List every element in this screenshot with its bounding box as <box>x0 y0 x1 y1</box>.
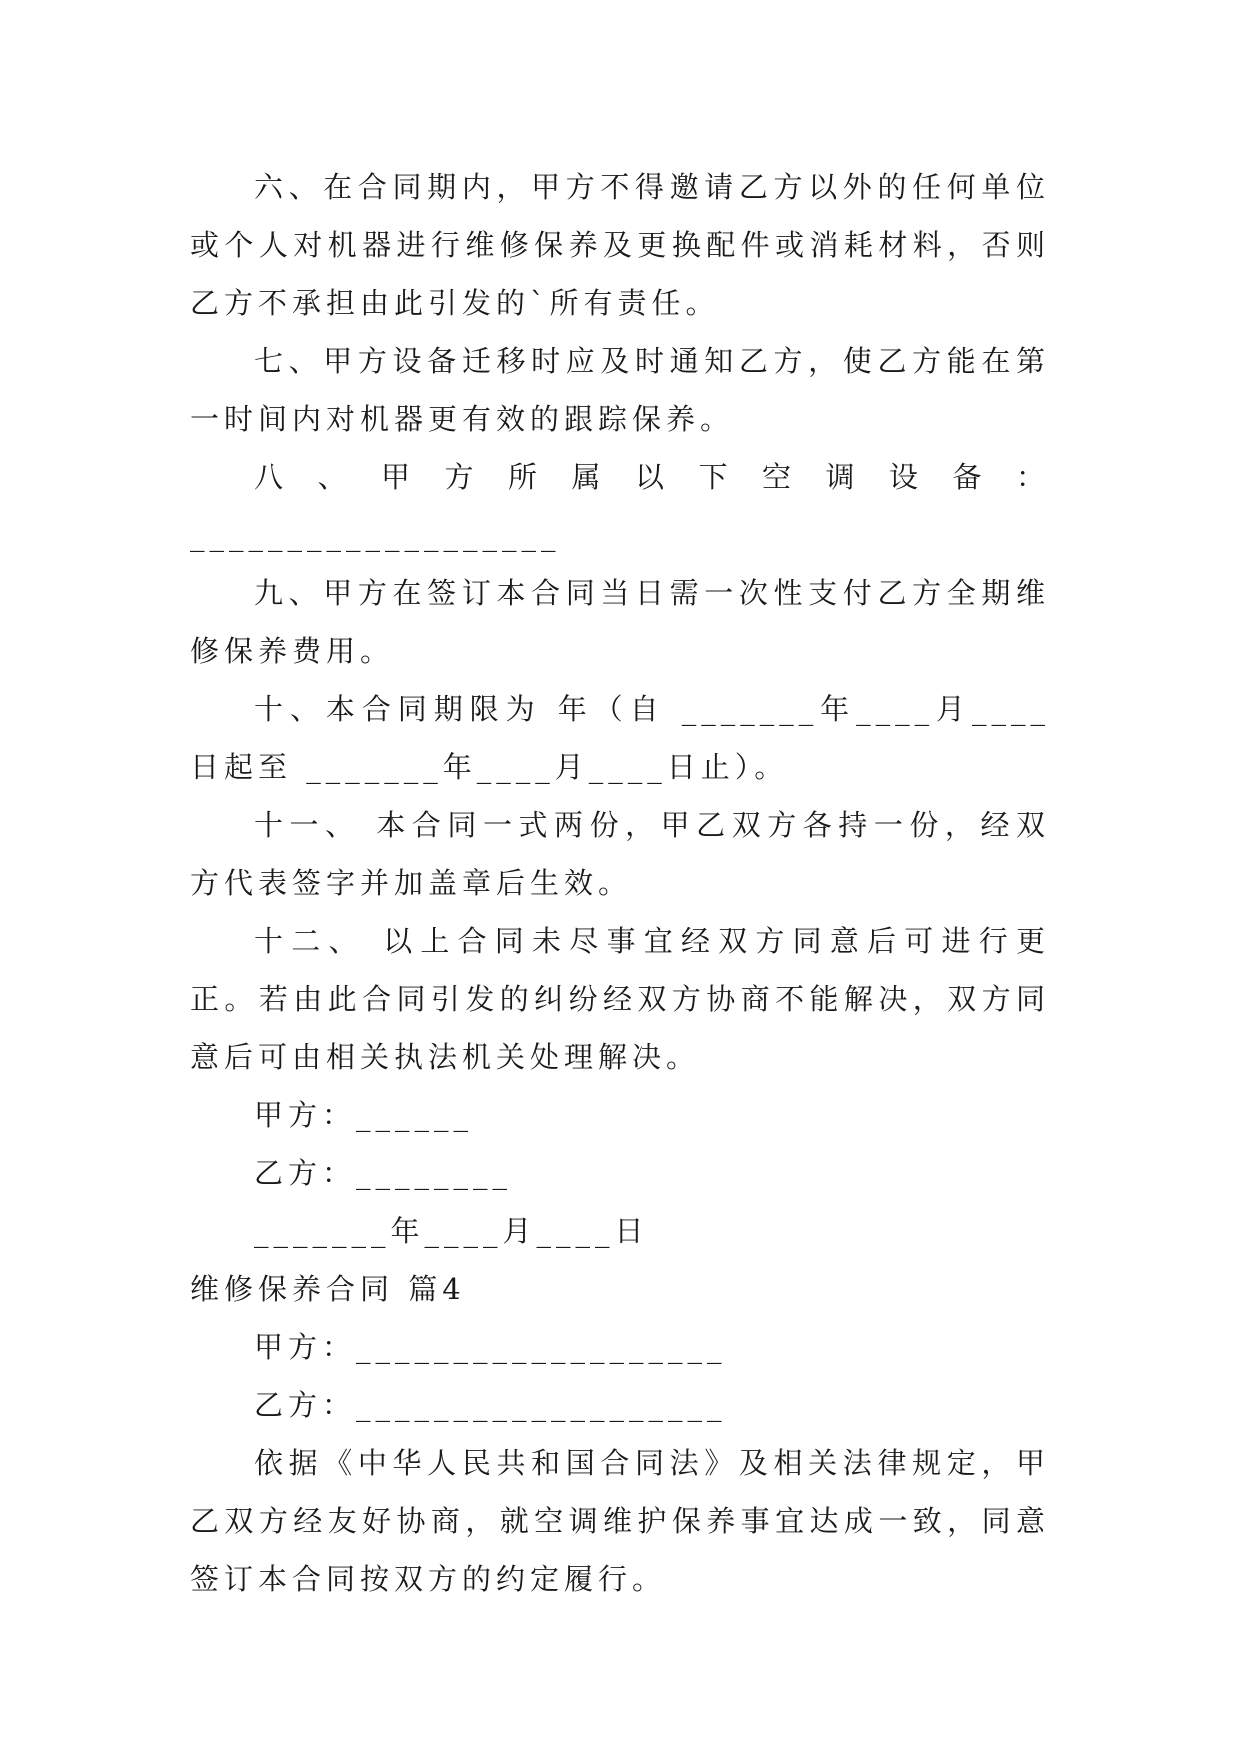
section-title: 维修保养合同 篇4 <box>190 1272 466 1306</box>
clause-11-paragraph: 十一、 本合同一式两份，甲乙双方各持一份，经双方代表签字并加盖章后生效。 <box>190 808 1050 900</box>
clause-7-paragraph: 七、甲方设备迁移时应及时通知乙方，使乙方能在第一时间内对机器更有效的跟踪保养。 <box>190 344 1050 436</box>
party-b-signature-line: 乙方：________ <box>254 1156 513 1190</box>
section-intro-paragraph: 依据《中华人民共和国合同法》及相关法律规定，甲乙双方经友好协商，就空调维护保养事宜达成一致，同意签订本合同按双方的约定履行。 <box>190 1446 1050 1596</box>
clause-10-paragraph: 十、本合同期限为 年（自 _______年____月____日起至 _______年____月____日止）。 <box>190 692 1050 784</box>
clause-9-paragraph: 九、甲方在签订本合同当日需一次性支付乙方全期维修保养费用。 <box>190 576 1050 668</box>
clause-8-paragraph: 八、甲方所属以下空调设备：___________________ <box>190 460 1050 552</box>
party-a-signature-line: 甲方：______ <box>254 1098 474 1132</box>
clause-6-paragraph: 六、在合同期内，甲方不得邀请乙方以外的任何单位或个人对机器进行维修保养及更换配件或消耗材料，否则乙方不承担由此引发的`所有责任。 <box>190 170 1050 320</box>
section-party-a-line: 甲方：___________________ <box>254 1330 727 1364</box>
section-party-b-line: 乙方：___________________ <box>254 1388 727 1422</box>
clause-12-paragraph: 十二、 以上合同未尽事宜经双方同意后可进行更正。若由此合同引发的纠纷经双方协商不能解决，双方同意后可由相关执法机关处理解决。 <box>190 924 1050 1074</box>
signature-date-line: _______年____月____日 <box>254 1214 649 1248</box>
document-body <box>190 158 1050 1608</box>
